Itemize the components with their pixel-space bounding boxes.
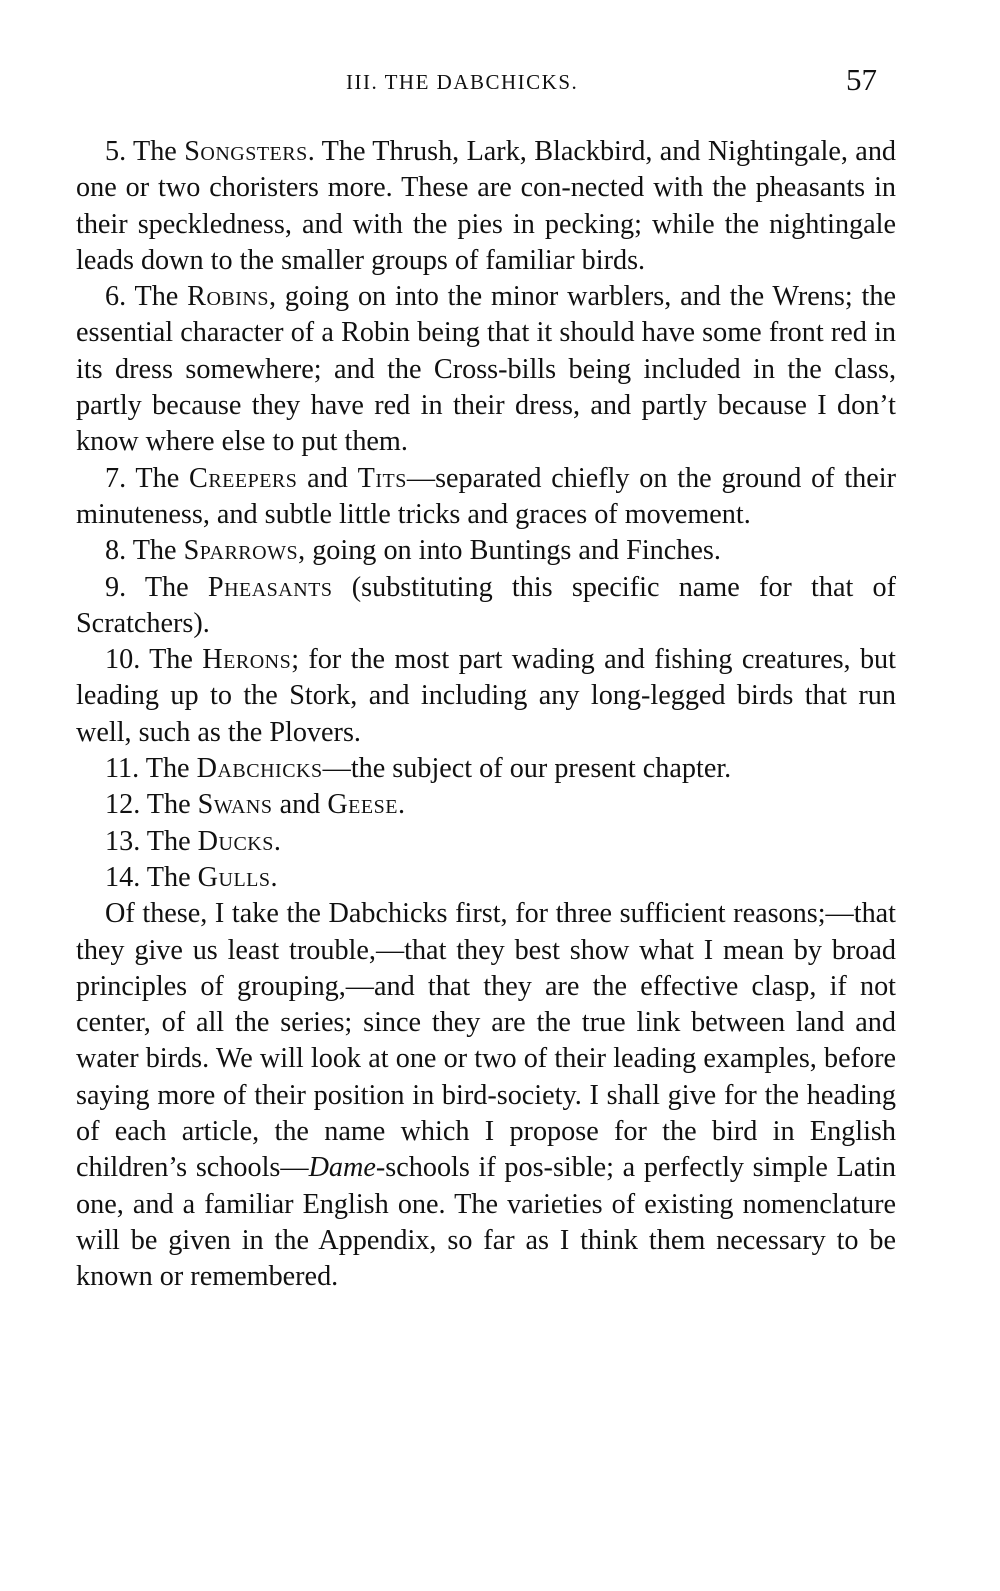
group-name-secondary: Tits (357, 462, 407, 494)
list-item-8 (76, 533, 896, 569)
item-text: (substituting this specific name for that of Scratchers). (76, 571, 896, 639)
item-text: —the subject of our present chapter. (322, 753, 732, 785)
item-text: The Thrush, Lark, Blackbird, and Nightingale, and one or two choristers more. These are con-nected with the pheasants in their speckledness, and with the pies in pecking; while the nightingale leads down to the smaller groups of familiar birds. (76, 136, 897, 276)
item-number: 5. (105, 136, 127, 167)
group-name: Sparrows (183, 535, 299, 567)
list-item-7 (76, 461, 896, 534)
list-item-11 (76, 751, 896, 787)
item-number: 9. (105, 571, 127, 603)
item-text: , going on into the minor warblers, and the Wrens; the essential character of a Robin being that it should have some front red in its dress somewhere; and the Cross-bills being included in the class, partly because they have red in their dress, and partly because I don’t know where else to put them. (76, 281, 896, 458)
list-item-12 (76, 787, 896, 823)
list-item-14 (76, 860, 896, 896)
group-name: Creepers (189, 462, 298, 494)
article-word: The (135, 462, 180, 494)
item-number: 6. (105, 281, 127, 313)
conjunction: and (297, 462, 358, 494)
list-item-5: 5. The Songsters. The Thrush, Lark, Blackbird, and Nightingale, and one or two choristers more. These are con-nected with the pheasants in their speckledness, and with the pies in pecking; while the nightingale leads down to the smaller groups of familiar birds. (76, 136, 897, 276)
item-number: 13. (105, 825, 141, 857)
group-name: Swans (197, 789, 273, 821)
closing-text-start: Of these, I take the Dabchicks first, for three sufficient reasons;—that they give us least trouble,—that they best show what I mean by broad principles of grouping,—and that they are the effective clasp, if not center, of all the series; since they are the true link between land and water birds. We will look at one or two of their leading examples, before saying more of their position in bird-society. I shall give for the heading of each article, the name which I propose for the bird in English children’s schools— (76, 898, 896, 1184)
group-name: Pheasants (207, 571, 333, 603)
article-word: The (132, 535, 177, 567)
body-text (76, 134, 896, 1296)
group-name: Ducks (197, 825, 274, 857)
running-title: III. THE DABCHICKS. (346, 70, 579, 94)
closing-text-end: -schools if pos-sible; a perfectly simple Latin one, and a familiar English one. The varieties of existing nomenclature will be given in the Appendix, so far as I think them necessary to be known or remembered. (76, 1152, 896, 1293)
closing-paragraph (76, 896, 896, 1295)
item-number: 14. (105, 861, 141, 893)
list-item-6 (76, 279, 896, 460)
italic-word: Dame (308, 1152, 376, 1184)
item-text: . (270, 861, 278, 893)
list-item-9 (76, 570, 896, 643)
item-number: 10. (105, 644, 141, 676)
item-text: ; for the most part wading and fishing creatures, but leading up to the Stork, and including any long-legged birds that run well, such as the Plovers. (76, 644, 896, 748)
conjunction: and (272, 789, 328, 821)
item-number: 7. (105, 462, 127, 494)
article-word: The (134, 281, 179, 313)
page-number: 57 (846, 62, 877, 97)
item-text: , going on into Buntings and Finches. (298, 535, 721, 567)
group-name: Dabchicks (196, 753, 323, 785)
list-item-13 (76, 824, 896, 860)
group-name: Herons (202, 644, 292, 676)
article-word: The (144, 571, 189, 603)
group-name: Songsters (184, 136, 308, 167)
article-word: The (146, 861, 191, 893)
group-name-secondary: Geese (327, 789, 398, 821)
group-name: Robins (187, 281, 269, 313)
running-head (0, 62, 1000, 102)
item-text: —separated chiefly on the ground of their minuteness, and subtle little tricks and graces of movement. (76, 462, 896, 530)
item-text: . (397, 789, 405, 821)
item-text: . (273, 825, 281, 857)
article-word: The (133, 136, 177, 167)
item-number: 8. (105, 535, 127, 567)
article-word: The (146, 825, 191, 857)
item-number: 12. (105, 789, 141, 821)
article-word: The (146, 789, 191, 821)
item-number: 11. (105, 753, 140, 785)
article-word: The (145, 753, 190, 785)
group-name: Gulls (197, 861, 271, 893)
list-item-10 (76, 642, 896, 751)
article-word: The (149, 644, 193, 676)
